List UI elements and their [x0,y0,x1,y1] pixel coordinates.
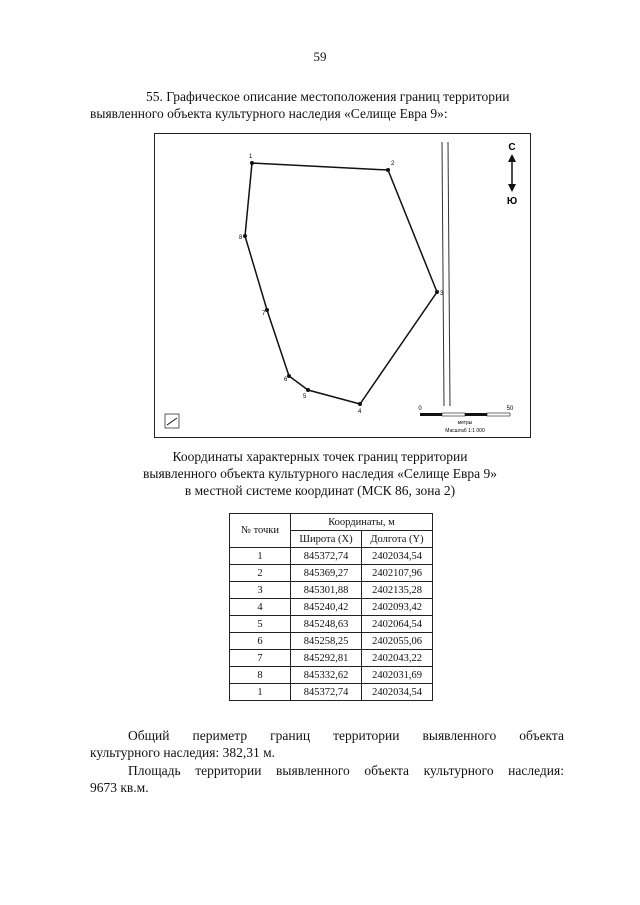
point-number-cell: 1 [230,684,291,701]
longitude-cell: 2402135,28 [362,582,433,599]
scale-bar-segment [442,413,465,416]
point-label-3: 3 [440,291,444,297]
vertex-point [243,234,247,238]
latitude-cell: 845292,81 [291,650,362,667]
point-label-8: 8 [239,235,243,241]
heading-line-1: 55. Графическое описание местоположения границ территории [146,89,510,104]
col-header-lon: Долгота (Y) [362,531,433,548]
table-caption [0,448,640,499]
longitude-cell: 2402055,06 [362,633,433,650]
scale-start: 0 [418,406,422,412]
north-arrowhead-icon [508,154,516,162]
longitude-cell: 2402034,54 [362,684,433,701]
table-row [230,616,433,633]
latitude-cell: 845240,42 [291,599,362,616]
scale-unit: метры [457,420,473,426]
table-row [230,633,433,650]
point-number-cell: 5 [230,616,291,633]
area-line-1: Площадь территории выявленного объекта культурного наследия: [128,763,564,778]
point-number-cell: 1 [230,548,291,565]
longitude-cell: 2402093,42 [362,599,433,616]
page-number: 59 [313,49,327,64]
point-number-cell: 2 [230,565,291,582]
longitude-cell: 2402064,54 [362,616,433,633]
table-row [230,684,433,701]
latitude-cell: 845369,27 [291,565,362,582]
scale-end: 50 [506,406,514,412]
scale-bar-segment [465,413,487,416]
boundary-map [154,133,531,438]
coordinates-table-body [230,548,433,701]
caption-line-1: Координаты характерных точек границ территории [172,449,468,464]
point-label-6: 6 [284,377,288,383]
south-label: Ю [506,196,518,207]
perimeter-line-1: Общий периметр границ территории выявленного объекта [128,728,564,743]
coordinates-table [229,513,433,701]
caption-line-2: выявленного объекта культурного наследия «Селище Евра 9» [143,466,497,481]
table-row [230,565,433,582]
longitude-cell: 2402107,96 [362,565,433,582]
legend-line-icon [167,418,177,425]
vertex-point [306,388,310,392]
latitude-cell: 845372,74 [291,548,362,565]
perimeter-line-2: культурного наследия: 382,31 м. [90,745,276,760]
table-row [230,548,433,565]
south-arrowhead-icon [508,184,516,192]
vertex-point [358,402,362,406]
scale-text: Масштаб 1:1 000 [445,428,485,434]
point-number-cell: 3 [230,582,291,599]
area-paragraph [90,762,564,796]
point-number-cell: 4 [230,599,291,616]
table-row [230,667,433,684]
boundary-polygon [245,163,437,404]
perimeter-paragraph [90,727,564,761]
point-label-1: 1 [249,154,253,160]
vertex-point [287,374,291,378]
point-label-2: 2 [391,161,395,167]
vertex-point [386,168,390,172]
latitude-cell: 845248,63 [291,616,362,633]
latitude-cell: 845301,88 [291,582,362,599]
latitude-cell: 845372,74 [291,684,362,701]
area-line-2: 9673 кв.м. [90,780,149,795]
point-number-cell: 6 [230,633,291,650]
table-row [230,650,433,667]
heading-line-2: выявленного объекта культурного наследия «Селище Евра 9»: [90,106,448,121]
road-line [442,142,444,406]
vertex-point [250,161,254,165]
boundary-map-drawing [155,134,530,437]
latitude-cell: 845258,25 [291,633,362,650]
vertex-point [265,308,269,312]
caption-line-3: в местной системе координат (МСК 86, зона 2) [184,483,456,498]
col-header-point: № точки [230,514,291,548]
table-row [230,599,433,616]
col-header-lat: Широта (X) [291,531,362,548]
north-label: С [508,142,516,153]
table-row [230,582,433,599]
longitude-cell: 2402043,22 [362,650,433,667]
vertex-point [435,290,439,294]
point-number-cell: 7 [230,650,291,667]
longitude-cell: 2402031,69 [362,667,433,684]
latitude-cell: 845332,62 [291,667,362,684]
road-line [448,142,450,406]
point-label-7: 7 [262,311,266,317]
point-number-cell: 8 [230,667,291,684]
col-header-coords: Координаты, м [291,514,433,531]
point-label-5: 5 [303,394,307,400]
longitude-cell: 2402034,54 [362,548,433,565]
scale-bar-segment [487,413,510,416]
point-label-4: 4 [358,409,362,415]
section-heading [90,88,560,122]
scale-bar-segment [420,413,442,416]
